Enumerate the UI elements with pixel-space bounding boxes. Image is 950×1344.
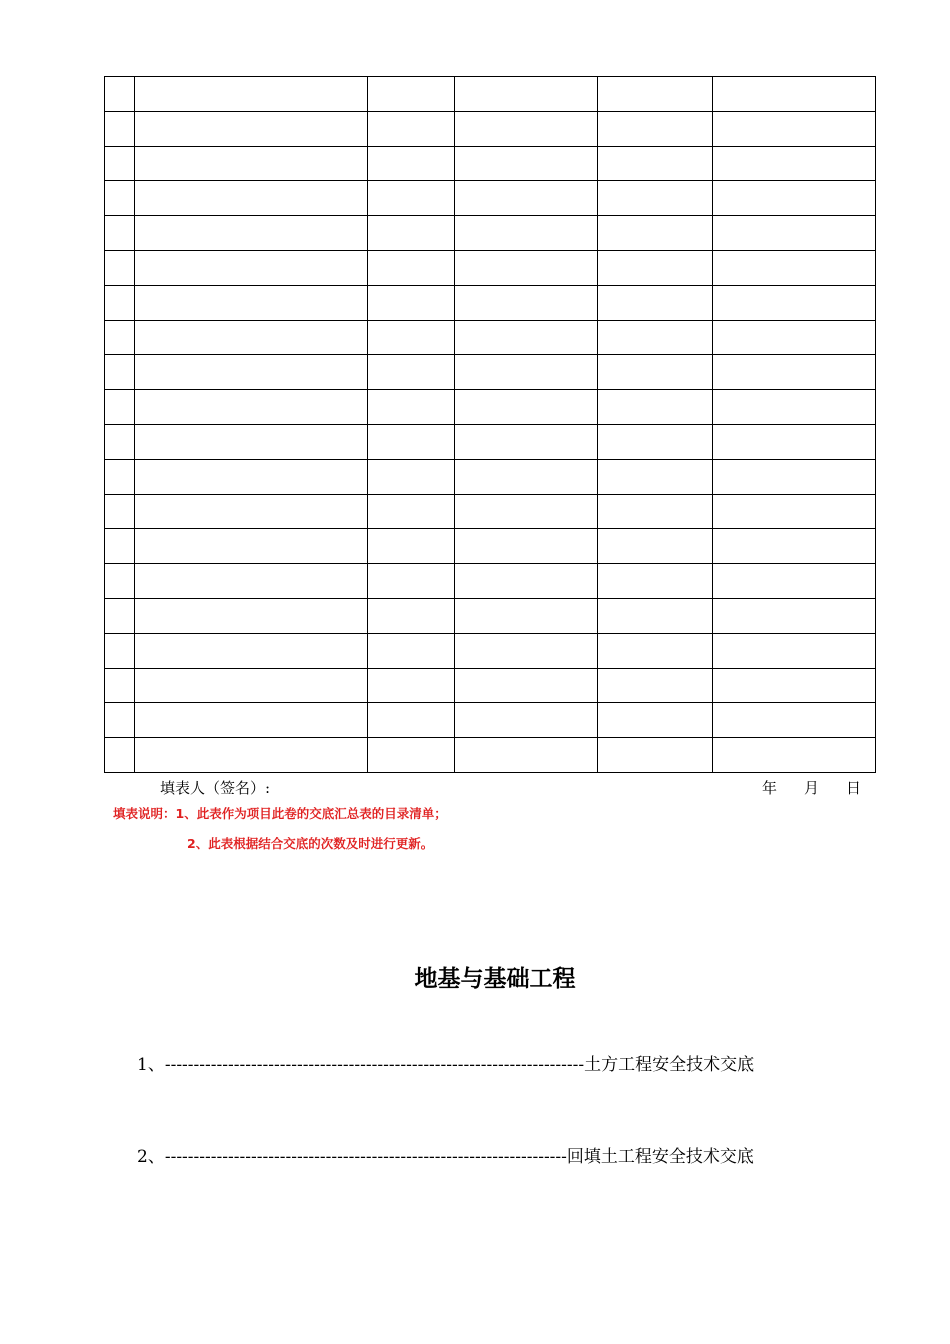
table-cell[interactable] — [713, 390, 876, 425]
table-cell[interactable] — [105, 111, 135, 146]
table-cell[interactable] — [135, 216, 368, 251]
table-cell[interactable] — [105, 146, 135, 181]
table-cell[interactable] — [368, 146, 455, 181]
table-cell[interactable] — [135, 598, 368, 633]
table-cell[interactable] — [713, 216, 876, 251]
table-cell[interactable] — [455, 703, 598, 738]
table-cell[interactable] — [713, 250, 876, 285]
table-row — [105, 494, 876, 529]
table-cell[interactable] — [368, 633, 455, 668]
table-cell[interactable] — [368, 355, 455, 390]
table-cell[interactable] — [135, 424, 368, 459]
table-cell[interactable] — [105, 424, 135, 459]
table-cell[interactable] — [713, 285, 876, 320]
table-row — [105, 459, 876, 494]
table-cell[interactable] — [368, 320, 455, 355]
table-row — [105, 355, 876, 390]
table-cell[interactable] — [713, 703, 876, 738]
record-table — [104, 76, 876, 773]
table-cell[interactable] — [368, 111, 455, 146]
table-cell[interactable] — [713, 146, 876, 181]
table-cell[interactable] — [713, 459, 876, 494]
table-cell[interactable] — [455, 564, 598, 599]
table-cell[interactable] — [105, 668, 135, 703]
table-cell[interactable] — [368, 598, 455, 633]
table-row — [105, 77, 876, 112]
signature-line — [104, 777, 864, 797]
table-cell[interactable] — [598, 181, 713, 216]
table-cell[interactable] — [105, 181, 135, 216]
table-cell[interactable] — [713, 633, 876, 668]
table-cell[interactable] — [455, 494, 598, 529]
table-cell[interactable] — [135, 355, 368, 390]
table-row — [105, 564, 876, 599]
table-cell[interactable] — [135, 529, 368, 564]
table-cell[interactable] — [368, 390, 455, 425]
table-body — [105, 77, 876, 773]
table-row — [105, 529, 876, 564]
table-cell[interactable] — [368, 424, 455, 459]
table-cell[interactable] — [368, 494, 455, 529]
section-title: 地基与基础工程 — [414, 966, 576, 992]
table-cell[interactable] — [135, 250, 368, 285]
toc-item-text: 土方工程安全技术交底 — [584, 1055, 755, 1075]
table-cell[interactable] — [368, 703, 455, 738]
table-cell[interactable] — [455, 424, 598, 459]
table-row — [105, 424, 876, 459]
table-cell[interactable] — [713, 181, 876, 216]
table-row — [105, 111, 876, 146]
table-cell[interactable] — [455, 598, 598, 633]
table-cell[interactable] — [598, 320, 713, 355]
toc-item-leader: ------------------------------------------------------------------------- — [164, 1055, 585, 1075]
table-cell[interactable] — [368, 216, 455, 251]
table-row — [105, 146, 876, 181]
table-cell[interactable] — [135, 494, 368, 529]
table-cell[interactable] — [455, 146, 598, 181]
table-cell[interactable] — [598, 146, 713, 181]
table-cell[interactable] — [455, 77, 598, 112]
table-cell[interactable] — [713, 564, 876, 599]
table-cell[interactable] — [368, 285, 455, 320]
table-row — [105, 181, 876, 216]
table-cell[interactable] — [135, 668, 368, 703]
table-cell[interactable] — [713, 598, 876, 633]
table-cell[interactable] — [368, 564, 455, 599]
toc-item-leader: ---------------------------------------------------------------------- — [164, 1147, 567, 1167]
table-cell[interactable] — [455, 111, 598, 146]
table-cell[interactable] — [105, 529, 135, 564]
table-cell[interactable] — [368, 459, 455, 494]
table-cell[interactable] — [455, 459, 598, 494]
table-cell[interactable] — [713, 77, 876, 112]
table-cell[interactable] — [455, 320, 598, 355]
table-cell[interactable] — [455, 390, 598, 425]
table-cell[interactable] — [455, 250, 598, 285]
table-cell[interactable] — [105, 320, 135, 355]
table-row — [105, 703, 876, 738]
table-cell[interactable] — [368, 77, 455, 112]
table-cell[interactable] — [455, 285, 598, 320]
table-cell[interactable] — [105, 77, 135, 112]
table-cell[interactable] — [368, 529, 455, 564]
table-cell[interactable] — [598, 216, 713, 251]
table-cell[interactable] — [135, 703, 368, 738]
toc-item-2[interactable] — [137, 1142, 822, 1167]
table-cell[interactable] — [713, 529, 876, 564]
table-cell[interactable] — [368, 738, 455, 773]
table-cell[interactable] — [455, 633, 598, 668]
table-cell[interactable] — [713, 738, 876, 773]
table-cell[interactable] — [713, 355, 876, 390]
table-cell[interactable] — [135, 285, 368, 320]
table-row — [105, 250, 876, 285]
table-cell[interactable] — [598, 564, 713, 599]
table-cell[interactable] — [105, 494, 135, 529]
table-cell[interactable] — [368, 250, 455, 285]
table-cell[interactable] — [455, 529, 598, 564]
table-cell[interactable] — [713, 668, 876, 703]
table-cell[interactable] — [598, 668, 713, 703]
table-row — [105, 633, 876, 668]
table-cell[interactable] — [713, 424, 876, 459]
toc-item-1[interactable] — [137, 1050, 822, 1075]
table-cell[interactable] — [455, 181, 598, 216]
table-cell[interactable] — [598, 529, 713, 564]
table-cell[interactable] — [598, 390, 713, 425]
table-row — [105, 598, 876, 633]
table-cell[interactable] — [598, 633, 713, 668]
table-cell[interactable] — [135, 564, 368, 599]
date-month-label: 月 — [804, 779, 820, 797]
table-cell[interactable] — [135, 146, 368, 181]
signature-label: 填表人（签名）: — [160, 779, 271, 797]
table-row — [105, 738, 876, 773]
table-row — [105, 668, 876, 703]
table-cell[interactable] — [455, 355, 598, 390]
date-year-label: 年 — [762, 779, 778, 797]
table-cell[interactable] — [135, 738, 368, 773]
table-cell[interactable] — [105, 703, 135, 738]
note-line-1: 填表说明：1、此表作为项目此卷的交底汇总表的目录清单； — [113, 806, 447, 821]
table-cell[interactable] — [598, 77, 713, 112]
table-cell[interactable] — [135, 459, 368, 494]
table-row — [105, 390, 876, 425]
table-cell[interactable] — [598, 250, 713, 285]
table-cell[interactable] — [105, 633, 135, 668]
table-cell[interactable] — [598, 285, 713, 320]
table-cell[interactable] — [368, 181, 455, 216]
table-cell[interactable] — [598, 459, 713, 494]
table-cell[interactable] — [105, 564, 135, 599]
table-cell[interactable] — [105, 598, 135, 633]
table-cell[interactable] — [455, 738, 598, 773]
table-cell[interactable] — [105, 355, 135, 390]
table-cell[interactable] — [455, 668, 598, 703]
toc-item-text: 回填土工程安全技术交底 — [566, 1147, 754, 1167]
table-cell[interactable] — [598, 494, 713, 529]
table-row — [105, 285, 876, 320]
table-cell[interactable] — [598, 738, 713, 773]
table-cell[interactable] — [368, 668, 455, 703]
note-line-2: 2、此表根据结合交底的次数及时进行更新。 — [187, 836, 434, 851]
date-day-label: 日 — [846, 779, 862, 797]
table-cell[interactable] — [598, 355, 713, 390]
table-cell[interactable] — [135, 320, 368, 355]
table-cell[interactable] — [135, 390, 368, 425]
table-cell[interactable] — [105, 216, 135, 251]
table-cell[interactable] — [455, 216, 598, 251]
table-cell[interactable] — [713, 494, 876, 529]
table-cell[interactable] — [135, 633, 368, 668]
table-row — [105, 216, 876, 251]
table-cell[interactable] — [135, 77, 368, 112]
table-cell[interactable] — [135, 111, 368, 146]
table-cell[interactable] — [135, 181, 368, 216]
table-cell[interactable] — [598, 598, 713, 633]
table-cell[interactable] — [713, 320, 876, 355]
table-row — [105, 320, 876, 355]
toc-item-number: 1、 — [137, 1055, 165, 1075]
table-cell[interactable] — [105, 285, 135, 320]
table-cell[interactable] — [598, 111, 713, 146]
table-cell[interactable] — [598, 424, 713, 459]
table-cell[interactable] — [713, 111, 876, 146]
table-cell[interactable] — [105, 390, 135, 425]
toc-item-number: 2、 — [137, 1147, 165, 1167]
table-cell[interactable] — [105, 459, 135, 494]
table-cell[interactable] — [105, 250, 135, 285]
table-cell[interactable] — [105, 738, 135, 773]
table-cell[interactable] — [598, 703, 713, 738]
